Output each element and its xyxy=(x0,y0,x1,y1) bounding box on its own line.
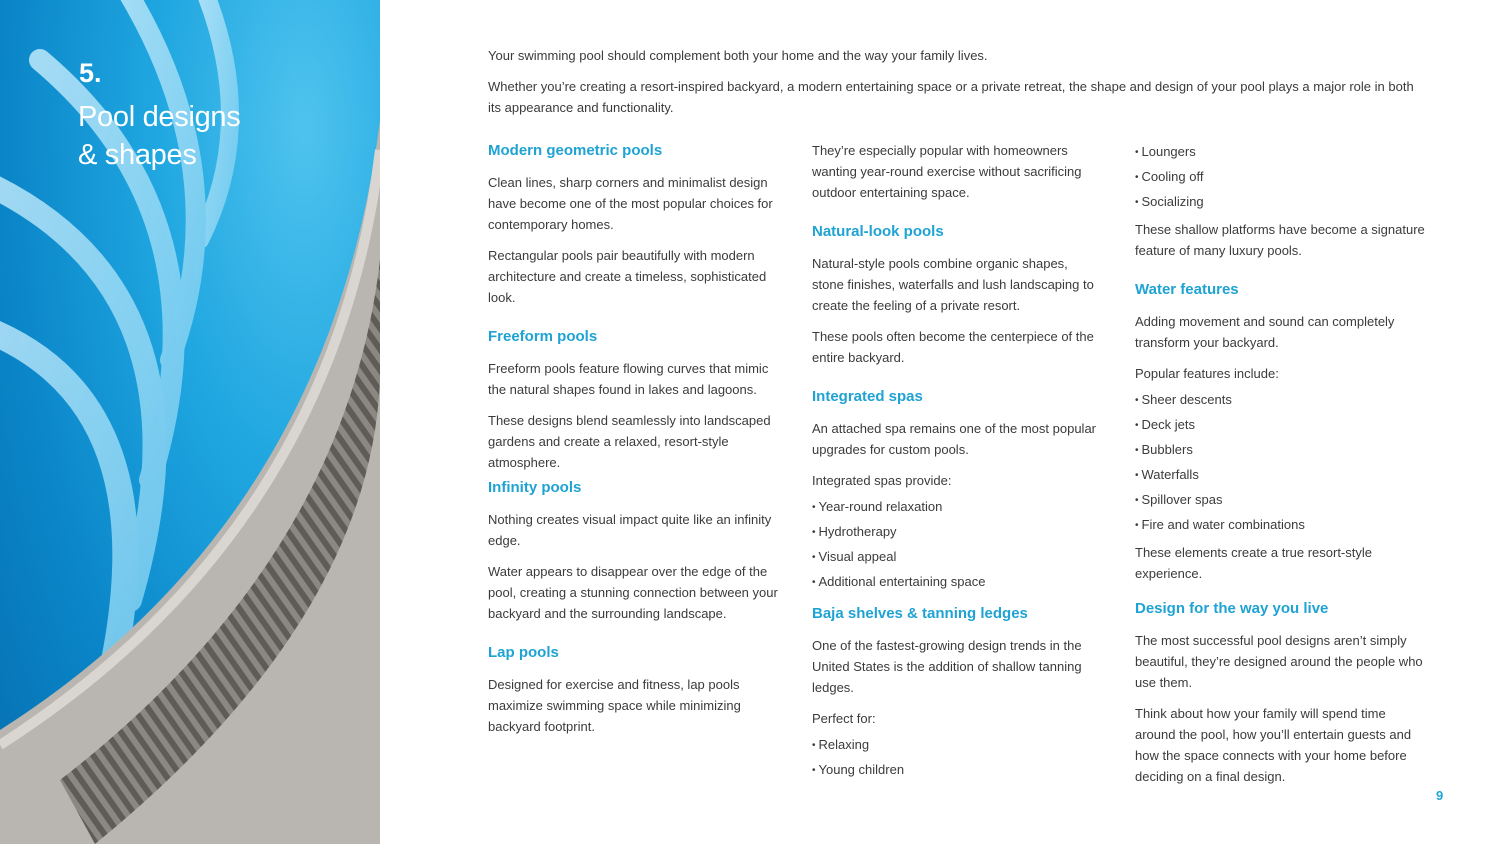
section-heading: Natural-look pools xyxy=(812,223,944,240)
section-heading: Design for the way you live xyxy=(1135,600,1329,617)
pool-photo-panel xyxy=(0,0,380,844)
body-paragraph: These designs blend seamlessly into landscaped gardens and create a relaxed, resort-style atmosphere. xyxy=(488,413,771,470)
body-paragraph: Perfect for: xyxy=(812,711,876,726)
list-item: • Bubblers xyxy=(1135,438,1425,463)
body-paragraph: Integrated spas provide: xyxy=(812,473,952,488)
body-paragraph: Rectangular pools pair beautifully with modern architecture and create a timeless, sophisticated look. xyxy=(488,248,767,305)
body-paragraph: Popular features include: xyxy=(1135,366,1279,381)
chapter-title-line: & shapes xyxy=(78,139,197,171)
list-item: • Year-round relaxation xyxy=(812,495,1102,520)
column-1 xyxy=(488,140,778,747)
list-item: • Hydrotherapy xyxy=(812,520,1102,545)
body-paragraph: These shallow platforms have become a signature feature of many luxury pools. xyxy=(1135,222,1425,258)
body-paragraph: An attached spa remains one of the most popular upgrades for custom pools. xyxy=(812,421,1097,457)
list-item: • Additional entertaining space xyxy=(812,570,1102,595)
list-item: • Socializing xyxy=(1135,190,1425,215)
body-paragraph: These elements create a true resort-style experience. xyxy=(1135,545,1372,581)
section-heading: Infinity pools xyxy=(488,479,582,496)
intro-paragraph: Your swimming pool should complement both your home and the way your family lives. xyxy=(488,48,988,63)
chapter-number: 5. xyxy=(79,58,102,88)
list-item: • Sheer descents xyxy=(1135,388,1425,413)
body-paragraph: Freeform pools feature flowing curves that mimic the natural shapes found in lakes and lagoons. xyxy=(488,361,769,397)
body-paragraph: The most successful pool designs aren’t simply beautiful, they’re designed around the people who use them. xyxy=(1135,633,1423,690)
chapter-title xyxy=(78,98,240,174)
list-item: • Loungers xyxy=(1135,140,1425,165)
list-item: • Fire and water combinations xyxy=(1135,513,1425,538)
body-paragraph: Clean lines, sharp corners and minimalist design have become one of the most popular choices for contemporary homes. xyxy=(488,175,773,232)
bullet-list xyxy=(1135,140,1425,215)
body-paragraph: Think about how your family will spend time around the pool, how you’ll entertain guests and how the space connects with your home before deciding on a final design. xyxy=(1135,706,1412,784)
list-item: • Spillover spas xyxy=(1135,488,1425,513)
section-heading: Baja shelves & tanning ledges xyxy=(812,605,1028,622)
section-heading: Integrated spas xyxy=(812,388,923,405)
chapter-title-line: Pool designs xyxy=(78,101,241,133)
intro-paragraph: Whether you’re creating a resort-inspired backyard, a modern entertaining space or a private retreat, the shape and design of your pool plays a major role in both its appearance and functionality. xyxy=(488,79,1414,115)
list-item: • Deck jets xyxy=(1135,413,1425,438)
body-paragraph: They’re especially popular with homeowners wanting year-round exercise without sacrificing outdoor entertaining space. xyxy=(812,143,1082,200)
section-heading: Water features xyxy=(1135,281,1239,298)
body-paragraph: Natural-style pools combine organic shapes, stone finishes, waterfalls and lush landscaping to create the feeling of a private resort. xyxy=(812,256,1094,313)
bullet-list xyxy=(812,733,1102,783)
bullet-list xyxy=(1135,388,1425,538)
section-heading: Freeform pools xyxy=(488,328,598,345)
column-3 xyxy=(1135,140,1425,797)
list-item: • Waterfalls xyxy=(1135,463,1425,488)
body-paragraph: These pools often become the centerpiece of the entire backyard. xyxy=(812,329,1094,365)
list-item: • Relaxing xyxy=(812,733,1102,758)
intro-section xyxy=(488,45,1428,128)
section-heading: Lap pools xyxy=(488,644,559,661)
list-item: • Cooling off xyxy=(1135,165,1425,190)
column-2 xyxy=(812,140,1102,791)
body-paragraph: Water appears to disappear over the edge of the pool, creating a stunning connection between your backyard and the surrounding landscape. xyxy=(488,564,778,621)
bullet-list xyxy=(812,495,1102,595)
body-paragraph: One of the fastest-growing design trends in the United States is the addition of shallow tanning ledges. xyxy=(812,638,1082,695)
body-paragraph: Nothing creates visual impact quite like an infinity edge. xyxy=(488,512,772,548)
page-number: 9 xyxy=(1436,788,1444,803)
list-item: • Young children xyxy=(812,758,1102,783)
list-item: • Visual appeal xyxy=(812,545,1102,570)
body-paragraph: Designed for exercise and fitness, lap pools maximize swimming space while minimizing backyard footprint. xyxy=(488,677,741,734)
section-heading: Modern geometric pools xyxy=(488,142,663,159)
body-paragraph: Adding movement and sound can completely transform your backyard. xyxy=(1135,314,1395,350)
